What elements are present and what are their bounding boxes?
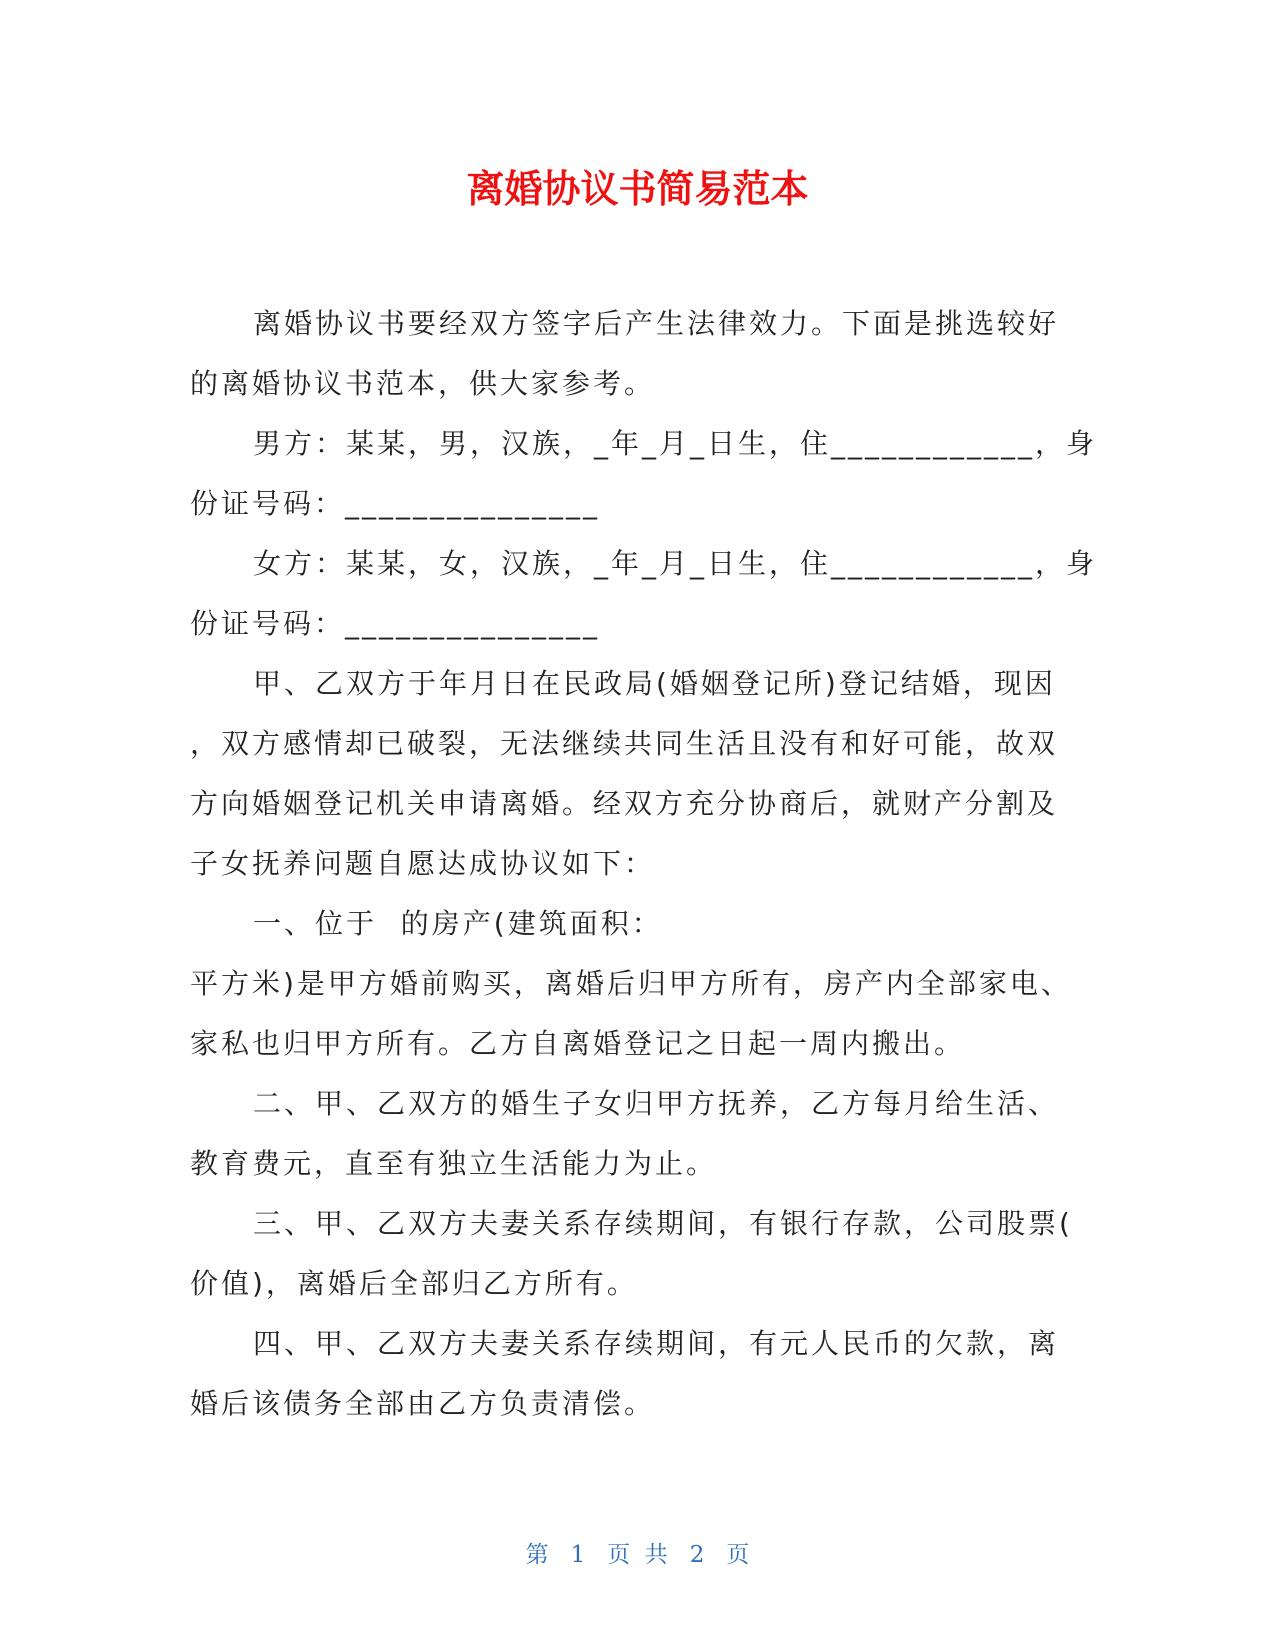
clause-one-line-3: 家私也归甲方所有。乙方自离婚登记之日起一周内搬出。: [190, 1027, 966, 1060]
paragraph-female-party-line-2: 份证号码：_______________: [190, 607, 601, 640]
document-title: 离婚协议书简易范本: [466, 167, 809, 211]
footer-suffix: 页: [726, 1542, 750, 1568]
clause-three-line-1: 三、甲、乙双方夫妻关系存续期间，有银行存款，公司股票(: [253, 1207, 1073, 1240]
current-page-number: 1: [570, 1542, 586, 1568]
paragraph-intro-line-2: 的离婚协议书范本，供大家参考。: [190, 367, 656, 400]
paragraph-intro-line-1: 离婚协议书要经双方签字后产生法律效力。下面是挑选较好: [253, 307, 1060, 340]
clause-four-line-2: 婚后该债务全部由乙方负责清偿。: [190, 1387, 656, 1420]
paragraph-female-party-line-1: 女方：某某，女，汉族，_年_月_日生，住____________，身: [253, 547, 1098, 580]
paragraph-marriage-line-3: 方向婚姻登记机关申请离婚。经双方充分协商后，就财产分割及: [190, 787, 1059, 820]
footer-middle: 页 共: [607, 1542, 668, 1568]
total-pages-number: 2: [689, 1542, 705, 1568]
document-body: [190, 294, 1098, 1434]
clause-three-line-2: 价值)，离婚后全部归乙方所有。: [190, 1267, 638, 1300]
paragraph-marriage-line-4: 子女抚养问题自愿达成协议如下：: [190, 847, 656, 880]
clause-one-line-2: 平方米)是甲方婚前购买，离婚后归甲方所有，房产内全部家电、: [190, 967, 1072, 1000]
paragraph-marriage-line-2: ，双方感情却已破裂，无法继续共同生活且没有和好可能，故双: [190, 727, 1059, 760]
paragraph-male-party-line-2: 份证号码：_______________: [190, 487, 601, 520]
clause-one-line-1: 一、位于 的房产(建筑面积：: [253, 907, 663, 940]
clause-two-line-1: 二、甲、乙双方的婚生子女归甲方抚养，乙方每月给生活、: [253, 1087, 1060, 1120]
paragraph-marriage-line-1: 甲、乙双方于年月日在民政局(婚姻登记所)登记结婚，现因: [253, 667, 1056, 700]
page-number-footer: [0, 1540, 1275, 1570]
clause-two-line-2: 教育费元，直至有独立生活能力为止。: [190, 1147, 718, 1180]
paragraph-male-party-line-1: 男方：某某，男，汉族，_年_月_日生，住____________，身: [253, 427, 1098, 460]
clause-four-line-1: 四、甲、乙双方夫妻关系存续期间，有元人民币的欠款，离: [253, 1327, 1060, 1360]
footer-prefix: 第: [525, 1542, 549, 1568]
